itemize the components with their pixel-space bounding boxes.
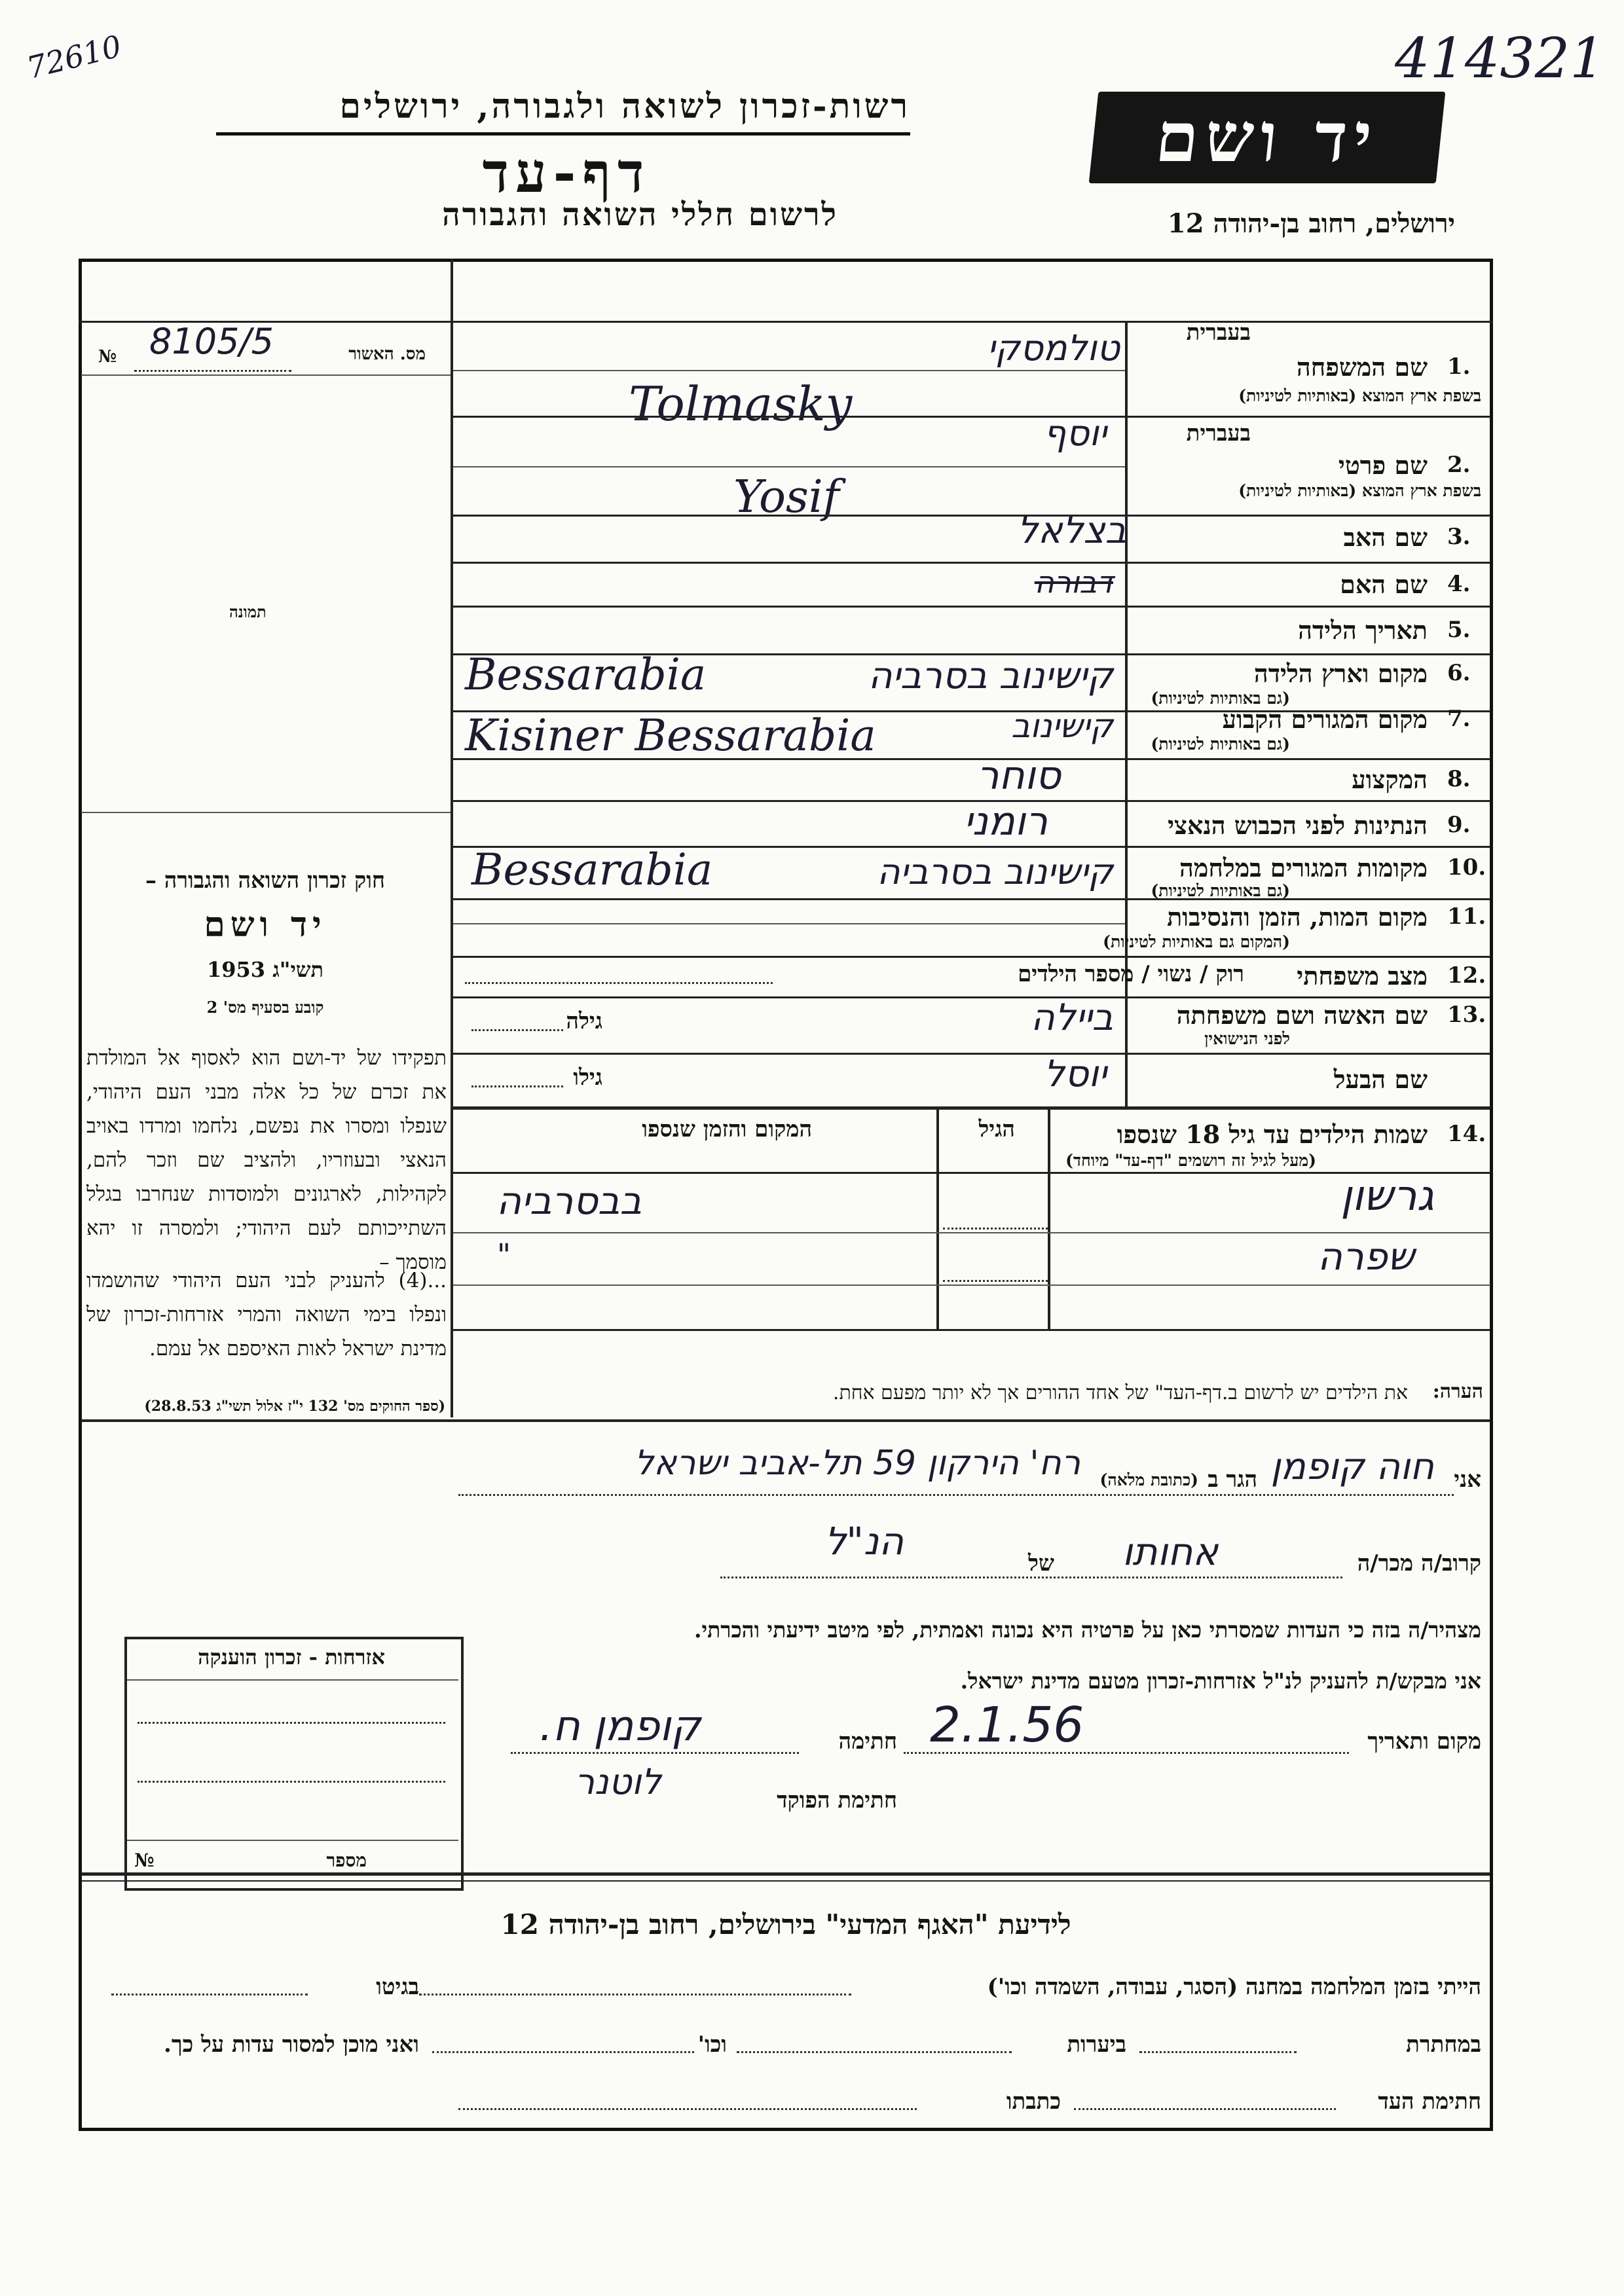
- field6-value-he: קישינוב בסרביה: [868, 655, 1113, 697]
- official-signature-value: לוטנר: [574, 1761, 661, 1802]
- declarant-name: חוה קופמן: [1270, 1446, 1434, 1488]
- child1-age-dotted: [943, 1228, 1048, 1230]
- field1-bottom-line: [453, 416, 1490, 418]
- law-body: תפקידו של יד-ושם הוא לאסוף אל המולדת את זכרם של כל אלה מבני העם היהודי, שנפלו ומסרו את נפשם, נלחמו ומרדו באויב הנאצי ובעוזריו, ולהציב שם וזכר להם, לקהילות, לארגונים ולמוסדות שנחרבו בגלל השתייכותם לעם היהודי; ולמסרה זו יהא מוסמך –: [86, 1046, 447, 1274]
- relative-label: קרוב/ה מכר/ה: [1357, 1550, 1481, 1576]
- field3-bottom-line: [453, 562, 1490, 564]
- field7-number: 7.: [1447, 706, 1471, 732]
- bottom-section-rule-1: [81, 1872, 1490, 1876]
- children-age-divider: [936, 1106, 939, 1329]
- approval-label: מס. האשור: [348, 344, 426, 364]
- field1-number: 1.: [1447, 354, 1471, 380]
- field1-label: שם המשפחה: [1296, 352, 1428, 382]
- field1-sub: בשפת ארץ המוצא (באותיות לטיניות): [1238, 386, 1481, 405]
- bottom-line1-b: בגיטו: [376, 1974, 419, 2000]
- place-date-label: מקום ותאריך: [1367, 1728, 1481, 1755]
- header-rule: [216, 132, 910, 136]
- citizenship-box-title: אזרחות - זכרון הוענקה: [198, 1645, 385, 1669]
- field6-sub: (גם באותיות לטיניות): [1151, 689, 1290, 708]
- field2-value-he: יוסף: [1043, 412, 1107, 454]
- field2-mid-line: [453, 466, 1125, 467]
- relative-dotted-line: [720, 1576, 1342, 1578]
- children-name-divider: [1048, 1106, 1050, 1329]
- child2-age-dotted: [943, 1280, 1048, 1282]
- field10-sub: (גם באותיות לטיניות): [1151, 881, 1290, 900]
- field5-number: 5.: [1447, 617, 1471, 643]
- child2-place: ": [496, 1237, 511, 1273]
- field9-label: הנתינות לפני הכבוש הנאצי: [1168, 811, 1428, 840]
- declarant-i-label: אני: [1454, 1467, 1481, 1493]
- bottom-line3-b: כתבתו: [1006, 2088, 1061, 2115]
- law-name: יד ושם: [204, 905, 327, 945]
- place-date-dotted: [904, 1752, 1349, 1754]
- field10-value-latin: Bessarabia: [471, 845, 713, 895]
- field11-number: 11.: [1447, 903, 1486, 930]
- request-text: אני מבקש/ת להעניק לנ"ל אזרחות-זכרון מטעם מדינת ישראל.: [960, 1668, 1481, 1694]
- bottom-line2-dotted3: [432, 2051, 694, 2053]
- bottom-line2-c: וכו': [697, 2032, 727, 2058]
- children-age-header: הגיל: [978, 1116, 1015, 1142]
- children-place-header: המקום והזמן שנספו: [642, 1116, 812, 1142]
- citizenship-number-label: מספר: [326, 1850, 367, 1871]
- declarant-dotted-line: [458, 1494, 1454, 1496]
- relation-value: אחותו: [1122, 1529, 1218, 1574]
- child2-row-line: [453, 1285, 1490, 1286]
- photo-area-bottom: [81, 812, 451, 813]
- approval-row-line: [81, 374, 451, 376]
- husband-label: שם הבעל: [1333, 1065, 1428, 1094]
- field2-label: שם פרטי: [1338, 450, 1428, 480]
- field13-label: שם האשה ושם משפחתה: [1176, 1000, 1428, 1030]
- page-subtitle: לרשום חללי השואה והגבורה: [442, 196, 838, 233]
- approval-number-value: 8105/5: [149, 321, 274, 362]
- child1-name: גרשון: [1340, 1172, 1434, 1220]
- child1-place: בבסרביה: [496, 1178, 642, 1223]
- field5-label: תאריך הלידה: [1298, 615, 1428, 645]
- husband-bottom-line: [453, 1106, 1490, 1110]
- field4-number: 4.: [1447, 571, 1471, 597]
- children-header-line: [453, 1172, 1490, 1174]
- page-title: דף-עד: [482, 140, 651, 205]
- left-column-divider: [451, 259, 453, 1417]
- field12-options: רוק / נשוי / מספר הילדים: [1018, 961, 1244, 987]
- field11-mid-line: [453, 923, 1125, 924]
- field7-label: מקום המגורים הקבוע: [1222, 704, 1428, 734]
- field4-value: דבורה: [1034, 564, 1113, 600]
- signature-value: קופמן ח.: [539, 1702, 701, 1751]
- declarant-address: רח' הירקון 59 תל-אביב ישראל: [634, 1444, 1080, 1483]
- husband-age-dotted: [471, 1085, 563, 1087]
- child1-row-line: [453, 1232, 1490, 1233]
- field2-hebrew-label: בעברית: [1186, 420, 1251, 446]
- citizenship-box-dotted2: [138, 1781, 445, 1783]
- field3-value: בצלאל: [1017, 509, 1126, 552]
- approval-dotted-line: [134, 370, 291, 372]
- declarant-address-note: (כתובת מלאה): [1099, 1470, 1198, 1489]
- field12-label: מצב משפחתי: [1297, 961, 1428, 991]
- bottom-line3-dotted2: [458, 2108, 917, 2110]
- official-signature-label: חתימת הפוקד: [777, 1787, 897, 1813]
- field11-label: מקום המות, הזמן והנסיבות: [1167, 902, 1428, 932]
- field1-hebrew-label: בעברית: [1186, 319, 1251, 346]
- citizenship-box-line2: [127, 1840, 458, 1841]
- husband-value: יוסל: [1044, 1053, 1107, 1095]
- child2-name: שפרה: [1318, 1234, 1414, 1279]
- bottom-line2-dotted2: [737, 2051, 1012, 2053]
- document-id: 414321: [1395, 26, 1605, 90]
- citizenship-box-line1: [127, 1679, 458, 1681]
- field11-sub: (המקום גם באותיות לטיניות): [1103, 932, 1290, 951]
- field13-number: 13.: [1447, 1002, 1486, 1028]
- field1-value-he: טולמסקי: [987, 327, 1120, 369]
- husband-age-label: גילו: [573, 1065, 602, 1091]
- field7-value-he: קישינוב: [1011, 707, 1113, 745]
- bottom-section-rule-2: [81, 1880, 1490, 1882]
- of-value: הנ"ל: [824, 1519, 904, 1563]
- field9-number: 9.: [1447, 812, 1471, 838]
- top-strip-line: [79, 321, 1493, 323]
- field14-sub: (מעל לגיל זה רושמים "דף-עד" מיוחד): [1065, 1151, 1316, 1170]
- field10-label: מקומות המגורים במלחמה: [1179, 853, 1428, 883]
- field4-bottom-line: [453, 606, 1490, 608]
- bottom-line1-dotted: [419, 1994, 851, 1995]
- field12-dotted-line: [465, 982, 773, 984]
- field10-bottom-line: [453, 898, 1490, 900]
- citizenship-no-sign: №: [134, 1850, 155, 1871]
- corner-note: 72610: [23, 28, 125, 86]
- field7-value-latin: Kisiner Bessarabia: [465, 710, 876, 761]
- field13-age-dotted: [471, 1029, 563, 1031]
- field10-value-he: קישינוב בסרביה: [877, 851, 1113, 892]
- law-source: (ספר החוקים מס' 132 י"ז אלול תשי"ג 28.8.53): [144, 1398, 445, 1415]
- field3-number: 3.: [1447, 524, 1471, 550]
- field13-bottom-line: [453, 1053, 1490, 1055]
- bottom-line2-b: ביערות: [1067, 2032, 1126, 2058]
- bottom-line3-dotted1: [1074, 2108, 1336, 2110]
- organization-name: רשות-זכרון לשואה ולגבורה, ירושלים: [339, 86, 910, 126]
- place-date-value: 2.1.56: [930, 1697, 1084, 1753]
- field2-sub: בשפת ארץ המוצא (באותיות לטיניות): [1238, 481, 1481, 500]
- declarant-residing-label: הגר ב: [1208, 1467, 1257, 1493]
- remark-text: את הילדים יש לרשום ב.דף-העד" של אחד ההורים אך לא יותר מפעם אחת.: [832, 1381, 1408, 1404]
- bottom-line1-dotted2: [111, 1994, 308, 1995]
- declaration-text: מצהיר/ה בזה כי העדות שמסרתי כאן על פרטיה היא נכונה ואמתית, לפי מיטב ידיעתי והכרתי.: [694, 1617, 1481, 1643]
- field3-label: שם האב: [1343, 522, 1428, 552]
- field8-value: סוחר: [976, 753, 1061, 799]
- field14-number: 14.: [1447, 1121, 1486, 1147]
- field13-sub: לפני הנישואין: [1204, 1029, 1290, 1048]
- field6-label: מקום וארץ הלידה: [1253, 659, 1428, 688]
- field8-label: המקצוע: [1352, 765, 1428, 794]
- field10-number: 10.: [1447, 854, 1486, 881]
- law-clause: ...(4) להעניק לבני העם היהודי שהושמדו ונפלו בימי השואה והמרי אזרחות-זכרון של מדינת ישראל לאות האיספם אל עמם.: [86, 1269, 447, 1360]
- bottom-line2-a: במחתרת: [1406, 2032, 1481, 2058]
- citizenship-box: [124, 1637, 464, 1891]
- yad-vashem-logo: יד ושם: [1089, 92, 1446, 183]
- field2-value-latin: Yosif: [733, 471, 840, 523]
- bottom-line3-a: חתימת העד: [1378, 2088, 1481, 2115]
- law-title: חוק זכרון השואה והגבורה –: [145, 867, 386, 894]
- field11-bottom-line: [453, 956, 1490, 958]
- bottom-title: לידיעת "האגף המדעי" בירושלים, רחוב בן-יהודה 12: [500, 1908, 1071, 1941]
- citizenship-box-dotted1: [138, 1722, 445, 1724]
- field1-value-latin: Tolmasky: [629, 376, 853, 431]
- field4-label: שם האם: [1340, 570, 1428, 599]
- field2-bottom-line: [453, 515, 1490, 517]
- signature-dotted: [511, 1752, 799, 1754]
- field12-number: 12.: [1447, 962, 1486, 989]
- bottom-line1-a: הייתי בזמן המלחמה במחנה (הסגר, עבודה, השמדה וכו'): [987, 1974, 1481, 2000]
- field6-value-latin: Bessarabia: [465, 649, 707, 700]
- field12-bottom-line: [453, 996, 1490, 998]
- field7-bottom-line: [453, 758, 1490, 760]
- remark-bottom-line: [81, 1419, 1490, 1422]
- signature-label: חתימה: [838, 1728, 897, 1755]
- remark-label: הערה:: [1432, 1380, 1483, 1403]
- approval-no-sign: №: [98, 347, 117, 367]
- photo-label: תמונה: [229, 602, 267, 621]
- law-year: תשי"ג 1953: [207, 957, 323, 982]
- field13-age-label: גילה: [566, 1008, 602, 1034]
- field2-number: 2.: [1447, 452, 1471, 478]
- field9-value: רומני: [963, 799, 1048, 845]
- bottom-line2-d: ואני מוכן למסור עדות על כך.: [164, 2032, 419, 2058]
- field1-mid-line: [453, 370, 1125, 371]
- children-bottom-line: [453, 1329, 1490, 1331]
- label-column-divider: [1125, 321, 1128, 1106]
- field6-number: 6.: [1447, 660, 1471, 686]
- law-section: קובע בסעיף מס' 2: [206, 998, 324, 1017]
- field13-value: ביילה: [1031, 996, 1113, 1039]
- field14-label: שמות הילדים עד גיל 18 שנספו: [1116, 1120, 1428, 1149]
- field7-sub: (גם באותיות לטיניות): [1151, 735, 1290, 754]
- of-label: של: [1028, 1550, 1054, 1576]
- field8-number: 8.: [1447, 766, 1471, 792]
- bottom-line2-dotted1: [1139, 2051, 1297, 2053]
- header-address: ירושלים, רחוב בן-יהודה 12: [1167, 208, 1455, 239]
